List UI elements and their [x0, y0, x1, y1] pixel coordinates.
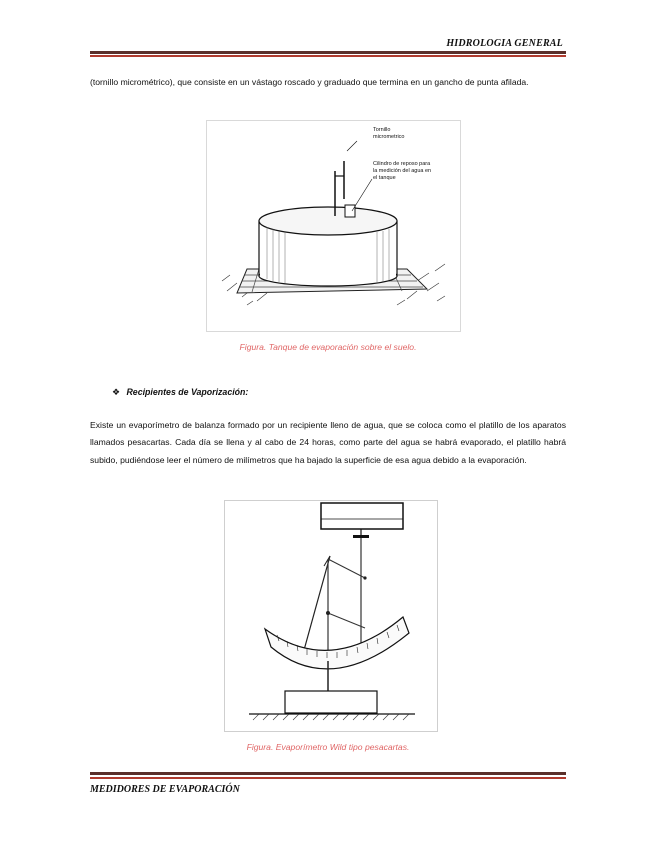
- diamond-bullet-icon: ❖: [112, 387, 121, 397]
- label-cylinder-line1: Cilindro de reposo para: [373, 161, 431, 167]
- figure1-caption: Figura. Tanque de evaporación sobre el suelo.: [239, 342, 417, 352]
- footer-rule: [90, 772, 566, 775]
- label-cylinder-line3: el tanque: [373, 175, 396, 181]
- pointer-arm: [301, 556, 330, 661]
- container-stem-plate: [353, 535, 369, 538]
- base-hatching: [253, 714, 409, 720]
- base-block: [285, 691, 377, 713]
- figure-evaporation-pan: [206, 120, 461, 332]
- wild-evaporimeter-drawing: [225, 501, 437, 731]
- linkage-lower: [328, 613, 365, 628]
- tank-top-rim: [259, 207, 397, 235]
- label-screw-line1: Tornillo: [373, 127, 391, 133]
- figure2-caption: Figura. Evaporímetro Wild tipo pesacartas.: [246, 742, 410, 752]
- page-header-title: HIDROLOGIA GENERAL: [446, 38, 563, 49]
- footer-rule-accent: [90, 777, 566, 779]
- intro-paragraph: (tornillo micrométrico), que consiste en un vástago roscado y graduado que termina en un gancho de punta afilada.: [90, 77, 529, 87]
- figure-wild-evaporimeter: [224, 500, 438, 732]
- label-screw-line2: micrometrico: [373, 134, 405, 140]
- evaporation-pan-drawing: [207, 121, 460, 331]
- label-cylinder-line2: la medición del agua en: [373, 168, 432, 174]
- section-heading-text: Recipientes de Vaporización:: [126, 387, 249, 397]
- page-footer-title: MEDIDORES DE EVAPORACIÓN: [90, 784, 240, 795]
- graduated-scale: [265, 617, 409, 669]
- water-container: [321, 503, 403, 529]
- header-rule-accent: [90, 55, 566, 57]
- header-rule: [90, 51, 566, 54]
- linkage-upper: [328, 559, 365, 578]
- stilling-well: [345, 205, 355, 217]
- section-heading: [112, 387, 248, 398]
- section-body-paragraph: Existe un evaporímetro de balanza formado por un recipiente lleno de agua, que se coloca como el platillo de los aparatos llamados pesacartas. Cada día se llena y al cabo de 24 horas, como parte del agua se habrá evaporado, el platillo habrá subido, pudiéndose leer el número de milímetros que ha bajado la superficie de esa agua debido a la evaporación.: [90, 420, 566, 465]
